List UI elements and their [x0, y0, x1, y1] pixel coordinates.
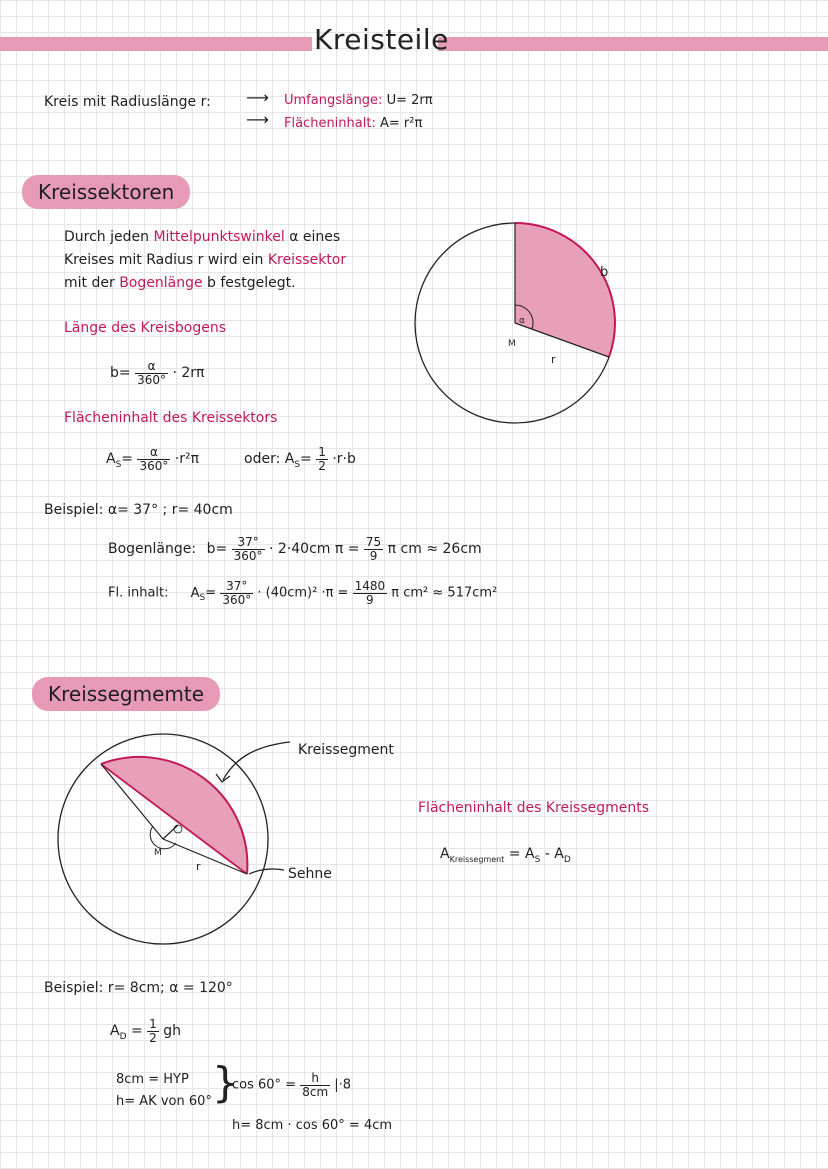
bogen-mid: · 2·40cm π =: [269, 541, 360, 558]
arc-rhs: · 2rπ: [172, 365, 205, 382]
segment-angle-mark: [150, 826, 176, 849]
ad-sub: D: [119, 1031, 127, 1042]
sector-fill: [515, 223, 615, 357]
segment-label-r: r: [196, 860, 201, 873]
example2-label-row: [44, 980, 233, 996]
ad-lhs: A: [110, 1023, 120, 1040]
area-den: 360°: [139, 458, 169, 473]
example2-given: r= 8cm; α = 120°: [107, 980, 233, 996]
fl-mid: · (40cm)² ·π =: [257, 585, 349, 601]
desc1b: Mittelpunktswinkel: [153, 229, 285, 245]
umfang-formula: U= 2rπ: [386, 93, 433, 108]
example2-line1: 8cm = HYP: [116, 1072, 189, 1087]
cos-rhs: |·8: [334, 1077, 352, 1093]
intro-umfang-row: [284, 93, 433, 108]
fl-lhs: A: [190, 585, 200, 601]
bogen-res-num: 75: [365, 535, 382, 549]
sector-label-b: b: [600, 265, 609, 280]
bogen-res-den: 9: [369, 548, 378, 563]
area2-fraction: [316, 446, 328, 472]
desc3a: mit der: [64, 275, 115, 291]
ad-eq: =: [130, 1023, 143, 1040]
area-lhs-sub: S: [115, 459, 122, 470]
intro-flaeche-row: [284, 116, 422, 131]
arc-den: 360°: [137, 372, 166, 387]
page-title: Kreisteile: [314, 23, 449, 56]
ad-num: 1: [149, 1017, 157, 1031]
flaeche-formula: A= r²π: [379, 116, 423, 131]
arc-heading: Länge des Kreisbogens: [64, 320, 226, 336]
arc-num: α: [135, 360, 168, 374]
area-num: α: [137, 446, 170, 460]
sehne-label: Sehne: [288, 866, 332, 882]
cos-lhs: cos 60° =: [232, 1077, 297, 1093]
sector-desc-line1: [64, 229, 340, 245]
desc3c: b festgelegt.: [207, 275, 296, 291]
fl-label: Fl. inhalt:: [108, 585, 169, 601]
fl-num: 37°: [220, 580, 253, 594]
fl-eq: =: [205, 585, 217, 601]
example2-label: Beispiel:: [44, 980, 104, 996]
bogen-lhs: b=: [206, 541, 228, 558]
area2-eq: =: [300, 451, 312, 468]
title-band-left: [0, 37, 312, 51]
fl-res-fraction: [353, 580, 388, 606]
area-lhs: A: [106, 451, 116, 468]
fl-res-den: 9: [366, 592, 374, 607]
fl-res-num: 1480: [354, 579, 386, 593]
desc2b: Kreissektor: [267, 252, 347, 268]
fl-lhs-sub: S: [199, 593, 206, 604]
flaeche-label: Flächeninhalt:: [284, 116, 376, 131]
sector-label-r: r: [551, 353, 556, 366]
area2-lhs-sub: S: [294, 459, 301, 470]
sector-label-M: M: [508, 339, 516, 349]
example2-line2: h= AK von 60°: [116, 1094, 212, 1109]
bogen-label: Bogenlänge:: [108, 541, 197, 558]
example2-cos-row: [232, 1072, 351, 1098]
arrow-2: ⟶: [246, 110, 269, 129]
cos-fraction: [300, 1072, 330, 1098]
fl-den: 360°: [222, 592, 252, 607]
example1-given: α= 37° ; r= 40cm: [107, 502, 233, 518]
cos-den: 8cm: [302, 1084, 329, 1099]
sector-label-alpha: α: [519, 316, 525, 326]
intro-left: Kreis mit Radiuslänge r:: [44, 94, 211, 110]
segment-fill: [101, 757, 247, 874]
area-fraction: [137, 446, 170, 472]
seg-area-rhs-sub1: S: [534, 854, 541, 865]
desc3b: Bogenlänge: [119, 275, 203, 291]
area2-den: 2: [318, 458, 326, 473]
sector-area-formula: [106, 446, 199, 472]
bogen-fraction: [232, 536, 265, 562]
ad-den: 2: [149, 1030, 157, 1045]
example2-ad-row: [110, 1018, 181, 1044]
seg-area-lhs-sub: Kreissegment: [449, 854, 505, 864]
example1-label: Beispiel:: [44, 502, 104, 518]
area-rhs: ·r²π: [174, 451, 200, 468]
sector-desc-line2: [64, 252, 346, 268]
desc1c: α eines: [289, 229, 341, 245]
area2-lhs: A: [284, 451, 295, 468]
arc-formula: [110, 360, 204, 386]
seg-area-rhs: = A: [508, 846, 535, 862]
cos-num: h: [300, 1072, 330, 1086]
title-band-right: [438, 37, 828, 51]
area2-rhs: ·r·b: [332, 451, 356, 468]
arrow-1: ⟶: [246, 88, 269, 107]
section-heading-sektoren: Kreissektoren: [22, 175, 190, 209]
desc2a: Kreises mit Radius r wird ein: [64, 252, 264, 268]
arc-lhs: b=: [110, 365, 131, 382]
bogen-res-fraction: [364, 536, 383, 562]
sector-desc-line3: [64, 275, 296, 291]
fl-fraction: [220, 580, 253, 606]
segment-area-heading: Flächeninhalt des Kreissegments: [418, 800, 649, 816]
bogen-num: 37°: [232, 536, 265, 550]
area-eq: =: [121, 451, 134, 468]
desc1a: Durch jeden: [64, 229, 149, 245]
segment-right-angle-mark: [174, 825, 182, 833]
ad-rhs: gh: [163, 1023, 182, 1040]
area-or: oder:: [244, 451, 281, 468]
fl-res: π cm² ≈ 517cm²: [391, 585, 498, 601]
segment-diagram: [50, 728, 410, 948]
ad-fraction: [147, 1018, 159, 1044]
seg-area-rhs-sub2: D: [563, 854, 571, 865]
segment-label: Kreissegment: [298, 742, 394, 758]
section-heading-segmente: Kreissegmemte: [32, 677, 220, 711]
sehne-pointer: [249, 869, 284, 874]
arc-fraction: [135, 360, 168, 386]
segment-label-M: M: [154, 848, 162, 858]
seg-area-lhs: A: [440, 846, 450, 862]
example1-label-row: [44, 502, 233, 518]
area2-num: 1: [318, 445, 326, 459]
seg-area-minus: - A: [544, 846, 564, 862]
bogen-res: π cm ≈ 26cm: [387, 541, 482, 558]
example1-bogen-row: [108, 536, 482, 562]
sector-area-heading: Flächeninhalt des Kreissektors: [64, 410, 278, 426]
umfang-label: Umfangslänge:: [284, 93, 383, 108]
example1-fl-row: [108, 580, 497, 606]
example2-brace: }: [212, 1058, 239, 1107]
sector-diagram: [408, 220, 618, 430]
segment-pointer-head: [216, 774, 230, 782]
bogen-den: 360°: [233, 548, 263, 563]
segment-area-formula: [440, 846, 571, 865]
example2-result: h= 8cm · cos 60° = 4cm: [232, 1118, 393, 1133]
sector-area-formula-2: [244, 446, 356, 472]
